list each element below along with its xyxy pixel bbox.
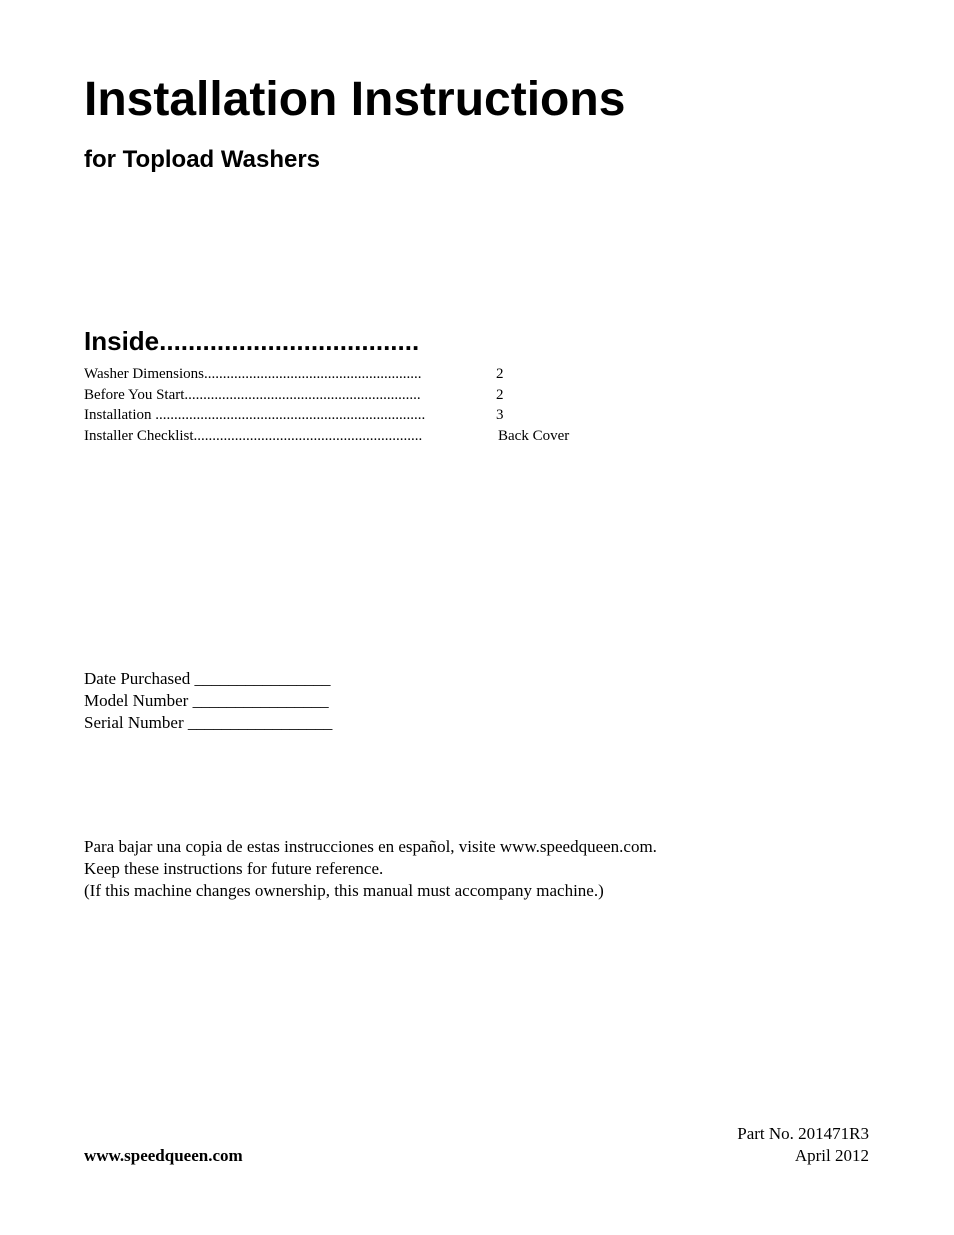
toc-item-before-you-start <box>84 385 604 406</box>
serial-number-line: Serial Number _________________ <box>84 713 333 732</box>
keep-note: Keep these instructions for future reference. <box>84 859 384 878</box>
toc-item-label: Washer Dimensions.......................................................... <box>84 366 422 382</box>
toc-item-page: 3 <box>496 407 504 423</box>
notes-block <box>84 836 657 902</box>
publication-date: April 2012 <box>794 1146 869 1165</box>
toc-item-page: 2 <box>496 366 504 382</box>
toc-item-page: 2 <box>496 386 504 403</box>
toc-item-page: Back Cover <box>498 427 570 444</box>
contents-heading: Inside.................................... <box>84 326 420 356</box>
table-of-contents <box>84 364 604 446</box>
document-title: Installation Instructions <box>84 73 626 126</box>
document-subtitle: for Topload Washers <box>84 146 321 173</box>
date-purchased-line: Date Purchased ________________ <box>84 669 331 688</box>
toc-item-label: Installation ........................................................................ <box>84 407 426 423</box>
purchase-record <box>84 668 332 734</box>
spanish-note: Para bajar una copia de estas instrucciones en español, visite www.speedqueen.com. <box>84 837 657 856</box>
toc-item-installation <box>84 405 604 426</box>
part-number: Part No. 201471R3 <box>737 1124 869 1143</box>
toc-item-installer-checklist <box>84 426 604 447</box>
footer-website: www.speedqueen.com <box>84 1146 243 1165</box>
toc-item-label: Installer Checklist............................................................. <box>84 427 423 444</box>
toc-item-label: Before You Start............................................................... <box>84 386 421 403</box>
footer-part-info <box>737 1123 869 1167</box>
toc-item-washer-dimensions <box>84 364 604 385</box>
model-number-line: Model Number ________________ <box>84 691 329 710</box>
ownership-note: (If this machine changes ownership, this manual must accompany machine.) <box>84 881 604 900</box>
